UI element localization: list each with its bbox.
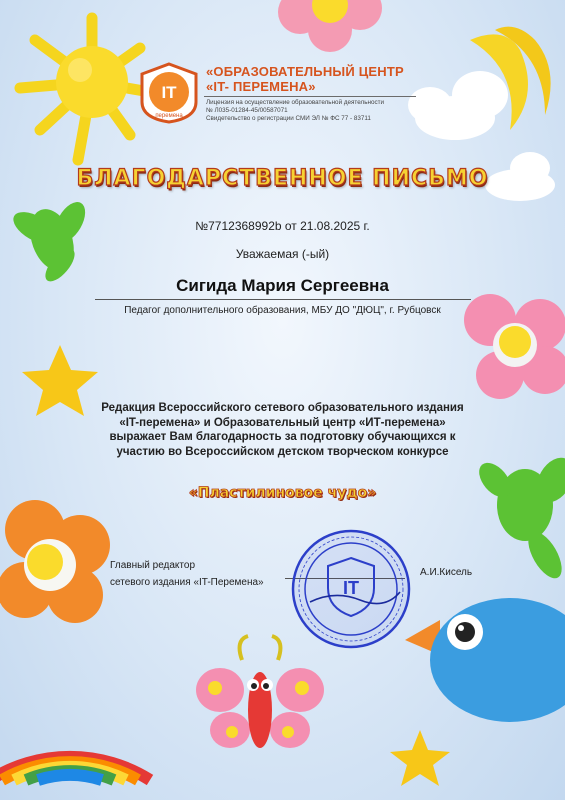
- recipient-name: Сигида Мария Сергеевна: [176, 276, 389, 295]
- leaf-right-decoration: [473, 451, 565, 583]
- flower-left-decoration: [0, 500, 110, 623]
- flower-top-decoration: [278, 0, 382, 52]
- signature-role: [110, 557, 310, 591]
- document-title: БЛАГОДАРСТВЕННОЕ ПИСЬМО: [76, 166, 489, 191]
- greeting: Уважаемая (-ый): [235, 247, 330, 261]
- official-stamp: [290, 528, 412, 650]
- org-divider: [204, 96, 416, 97]
- license-line1: Лицензия на осуществление образовательной деятельности: [206, 99, 385, 106]
- leaf-left-decoration: [8, 197, 91, 286]
- body-text: [80, 401, 485, 459]
- signature-role-line2: сетевого издания «IT-Перемена»: [110, 577, 264, 588]
- license-line2: № Л035-01284-45/00587071: [206, 107, 288, 115]
- signature-role-line1: Главный редактор: [110, 560, 196, 571]
- logo-text: IT: [161, 83, 177, 102]
- document-number: №7712368992b от 21.08.2025 г.: [195, 219, 370, 233]
- license-line3: Свидетельство о регистрации СМИ ЭЛ № ФС 77 - 83711: [206, 115, 371, 123]
- signature-name: А.И.Кисель: [420, 567, 473, 578]
- stamp-logo-text: IT: [343, 578, 359, 598]
- org-logo: [138, 62, 200, 124]
- logo-sub: перемена: [155, 113, 183, 119]
- butterfly-decoration: [196, 636, 324, 748]
- recipient-position: Педагог дополнительного образования, МБУ ДО "ДЮЦ", г. Рубцовск: [124, 305, 441, 316]
- body-line3: выражает Вам благодарность за подготовку обучающихся к: [109, 431, 456, 443]
- org-name-line2: «IT- ПЕРЕМЕНА»: [206, 79, 316, 94]
- sun-decoration: [20, 18, 150, 160]
- org-license: [206, 99, 446, 124]
- contest-name: «Пластилиновое чудо»: [188, 485, 377, 501]
- body-line1: Редакция Всероссийского сетевого образовательного издания: [101, 402, 464, 414]
- body-line4: участию во Всероссийском детском творческом конкурсе: [116, 445, 449, 458]
- recipient-underline: [95, 299, 471, 300]
- org-name-line1: «ОБРАЗОВАТЕЛЬНЫЙ ЦЕНТР: [206, 64, 404, 79]
- org-name: [206, 64, 466, 94]
- rainbow-decoration: [0, 757, 150, 780]
- body-line2: «IT-перемена» и Образовательный центр «ИТ-перемена»: [119, 416, 446, 429]
- star-bottom-decoration: [390, 730, 450, 786]
- bird-decoration: [405, 598, 565, 722]
